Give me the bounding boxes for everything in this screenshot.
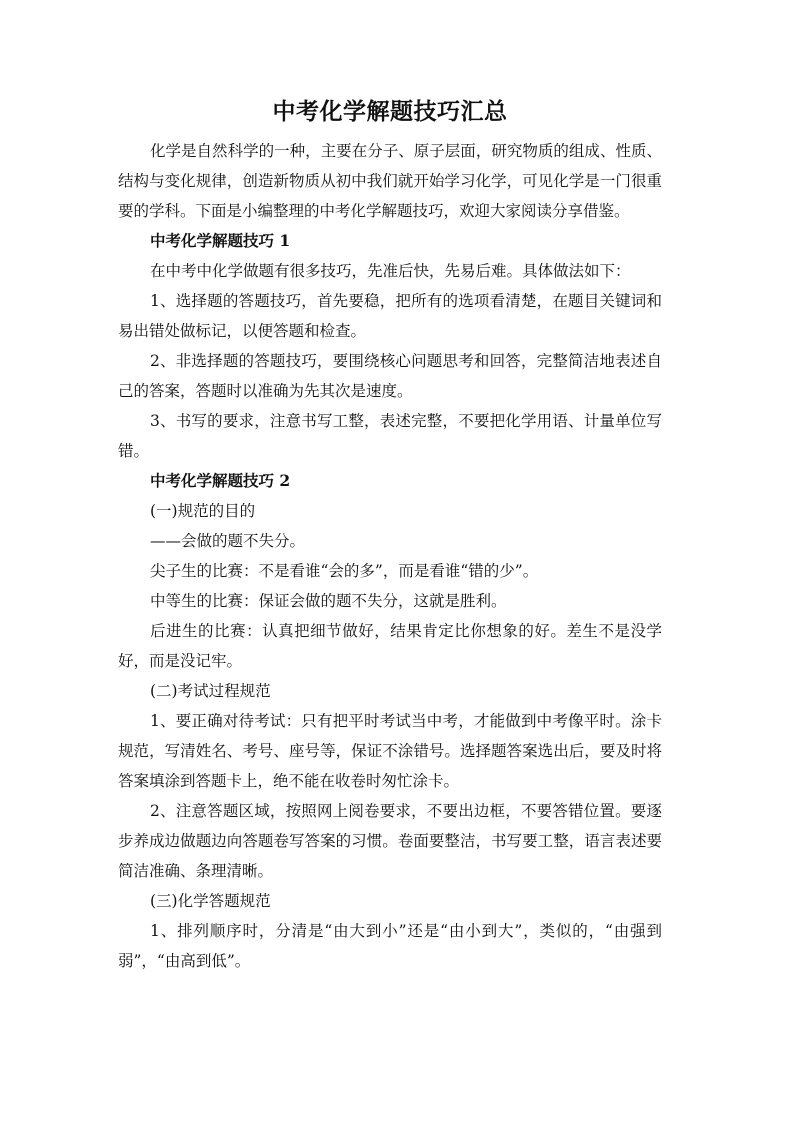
- paragraph: 2、注意答题区域，按照网上阅卷要求，不要出边框，不要答错位置。要逐步养成边做题边向答题卷写答案的习惯。卷面要整洁，书写要工整，语言表述要简洁准确、条理清晰。: [118, 802, 662, 880]
- section-heading-2: 中考化学解题技巧 2: [150, 471, 291, 490]
- subsection-heading: (一)规范的目的: [150, 502, 256, 520]
- paragraph: 1、选择题的答题技巧，首先要稳，把所有的选项看清楚，在题目关键词和易出错处做标记，以便答题和检查。: [118, 292, 662, 340]
- document-page: [118, 96, 662, 976]
- paragraph: 在中考中化学做题有很多技巧，先准后快，先易后难。具体做法如下：: [150, 262, 631, 280]
- subsection-heading: (三)化学答题规范: [150, 892, 271, 910]
- paragraph: ——会做的题不失分。: [150, 532, 306, 550]
- section-heading-1: 中考化学解题技巧 1: [150, 231, 291, 250]
- intro-paragraph: 化学是自然科学的一种，主要在分子、原子层面，研究物质的组成、性质、结构与变化规律，创造新物质从初中我们就开始学习化学，可见化学是一门很重要的学科。下面是小编整理的中考化学解题技巧，欢迎大家阅读分享借鉴。: [118, 142, 662, 220]
- document-body: [118, 136, 662, 976]
- paragraph: 1、排列顺序时，分清是“由大到小”还是“由小到大”，类似的，“由强到弱”，“由高到低”。: [118, 922, 662, 970]
- paragraph: 后进生的比赛：认真把细节做好，结果肯定比你想象的好。差生不是没学好，而是没记牢。: [118, 622, 662, 670]
- document-title: 中考化学解题技巧汇总: [272, 98, 508, 125]
- paragraph: 2、非选择题的答题技巧，要围绕核心问题思考和回答，完整简洁地表述自己的答案，答题时以准确为先其次是速度。: [118, 352, 662, 400]
- paragraph: 中等生的比赛：保证会做的题不失分，这就是胜利。: [150, 592, 507, 610]
- paragraph: 3、书写的要求，注意书写工整，表述完整，不要把化学用语、计量单位写错。: [118, 412, 662, 460]
- subsection-heading: (二)考试过程规范: [150, 682, 271, 700]
- paragraph: 1、要正确对待考试：只有把平时考试当中考，才能做到中考像平时。涂卡规范，写清姓名、考号、座号等，保证不涂错号。选择题答案选出后，要及时将答案填涂到答题卡上，绝不能在收卷时匆忙涂卡。: [118, 712, 662, 790]
- paragraph: 尖子生的比赛：不是看谁“会的多”，而是看谁“错的少”。: [150, 562, 539, 580]
